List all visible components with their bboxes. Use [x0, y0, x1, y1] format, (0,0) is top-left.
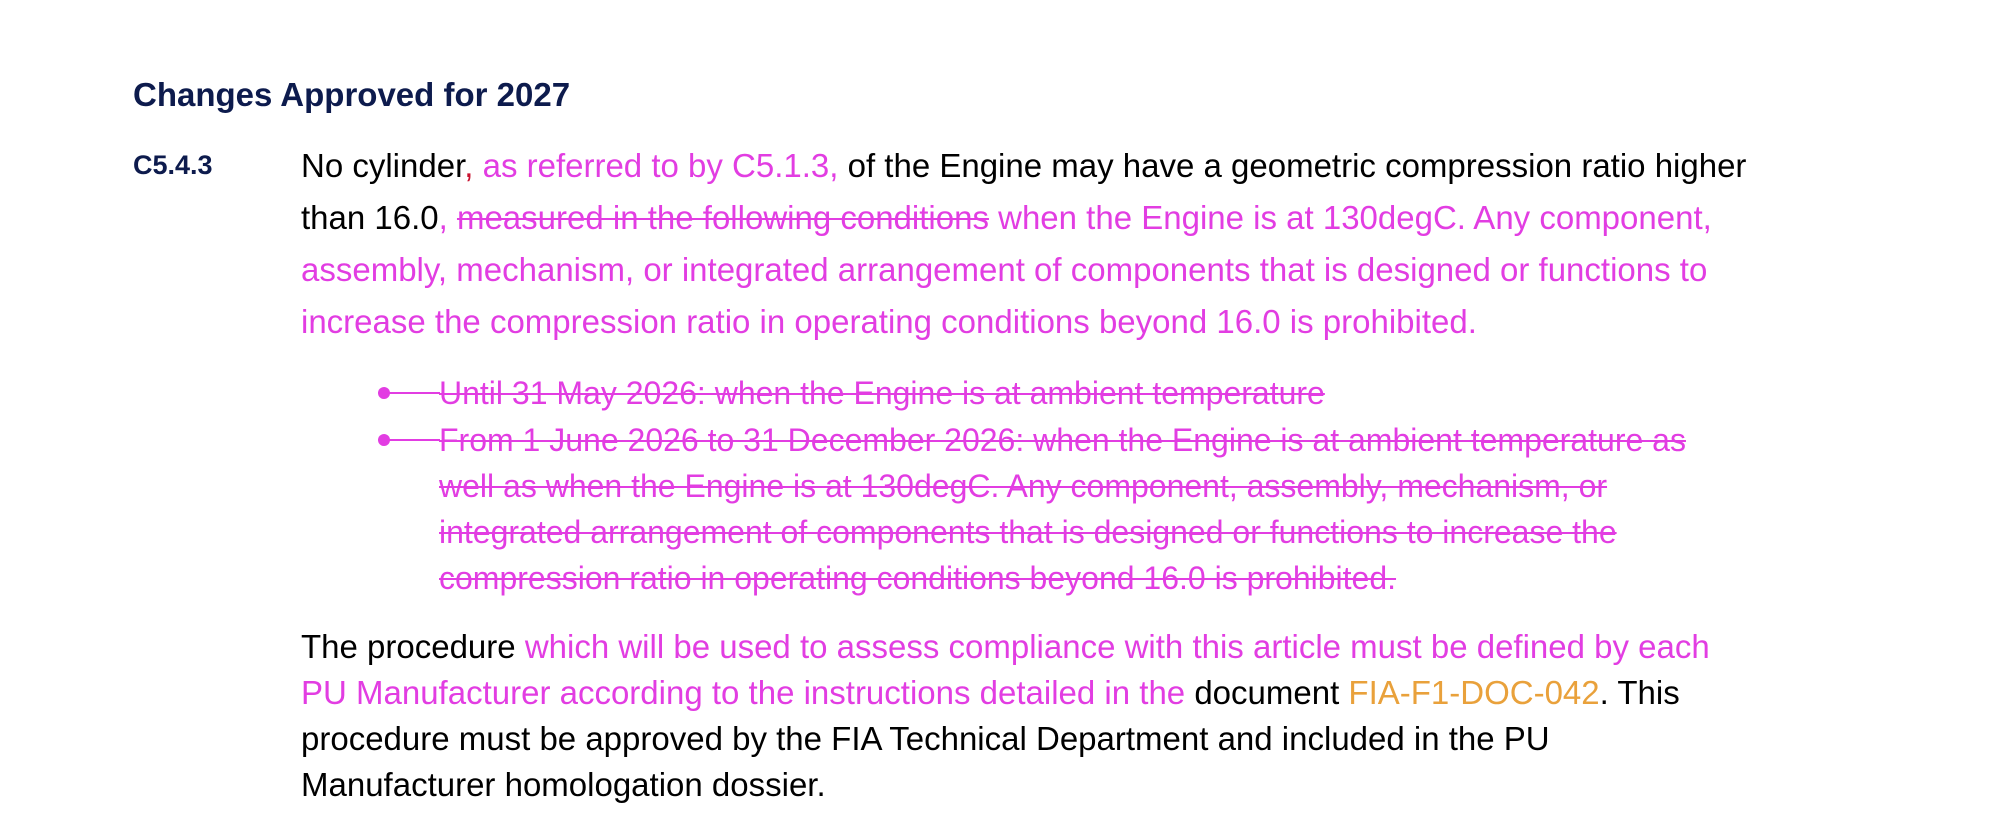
inserted-text: PU Manufacturer according to the instructions detailed in the	[301, 674, 1186, 711]
inserted-comma: ,	[464, 147, 474, 184]
article-paragraph-procedure	[301, 624, 1901, 808]
deleted-bullet-text	[439, 417, 1939, 601]
paragraph-line: assembly, mechanism, or integrated arrangement of components that is designed or functions to	[301, 251, 1708, 288]
inserted-text: ,	[438, 199, 457, 236]
article-paragraph-main	[301, 140, 1901, 348]
paragraph-line	[301, 140, 1901, 192]
article-number: C5.4.3	[133, 150, 213, 180]
strike-line	[380, 439, 440, 441]
bullet-line-text: From 1 June 2026 to 31 December 2026: when the Engine is at ambient temperature as	[439, 422, 1686, 458]
bullet-line-text: compression ratio in operating conditions beyond 16.0 is prohibited.	[439, 560, 1397, 596]
original-text: document	[1185, 674, 1349, 711]
bullet-line-text: Until 31 May 2026: when the Engine is at ambient temperature	[439, 375, 1325, 411]
bullet-line-text: integrated arrangement of components that is designed or functions to increase the	[439, 514, 1617, 550]
paragraph-line	[301, 624, 1901, 670]
original-text: No cylinder	[301, 147, 465, 184]
inserted-text: which will be used to assess compliance with this article must be defined by each	[524, 628, 1710, 665]
original-text: than 16.0	[301, 199, 439, 236]
original-text: The procedure	[301, 628, 525, 665]
section-heading: Changes Approved for 2027	[133, 76, 571, 113]
paragraph-line: procedure must be approved by the FIA Technical Department and included in the PU	[301, 720, 1550, 757]
original-text: . This	[1599, 674, 1680, 711]
inserted-text: as referred to by C5.1.3,	[473, 147, 839, 184]
paragraph-line: increase the compression ratio in operating conditions beyond 16.0 is prohibited.	[301, 303, 1477, 340]
inserted-text: when the Engine is at 130degC. Any component,	[988, 199, 1712, 236]
bullet-line-text: well as when the Engine is at 130degC. Any component, assembly, mechanism, or	[439, 468, 1608, 504]
deleted-bullet-text	[439, 370, 1939, 416]
strike-line	[380, 392, 440, 394]
document-reference-link[interactable]: FIA-F1-DOC-042	[1348, 674, 1600, 711]
original-text: of the Engine may have a geometric compression ratio higher	[838, 147, 1747, 184]
paragraph-line: Manufacturer homologation dossier.	[301, 766, 826, 803]
paragraph-line	[301, 670, 1901, 716]
paragraph-line	[301, 192, 1901, 244]
deleted-text: measured in the following conditions	[456, 199, 989, 236]
